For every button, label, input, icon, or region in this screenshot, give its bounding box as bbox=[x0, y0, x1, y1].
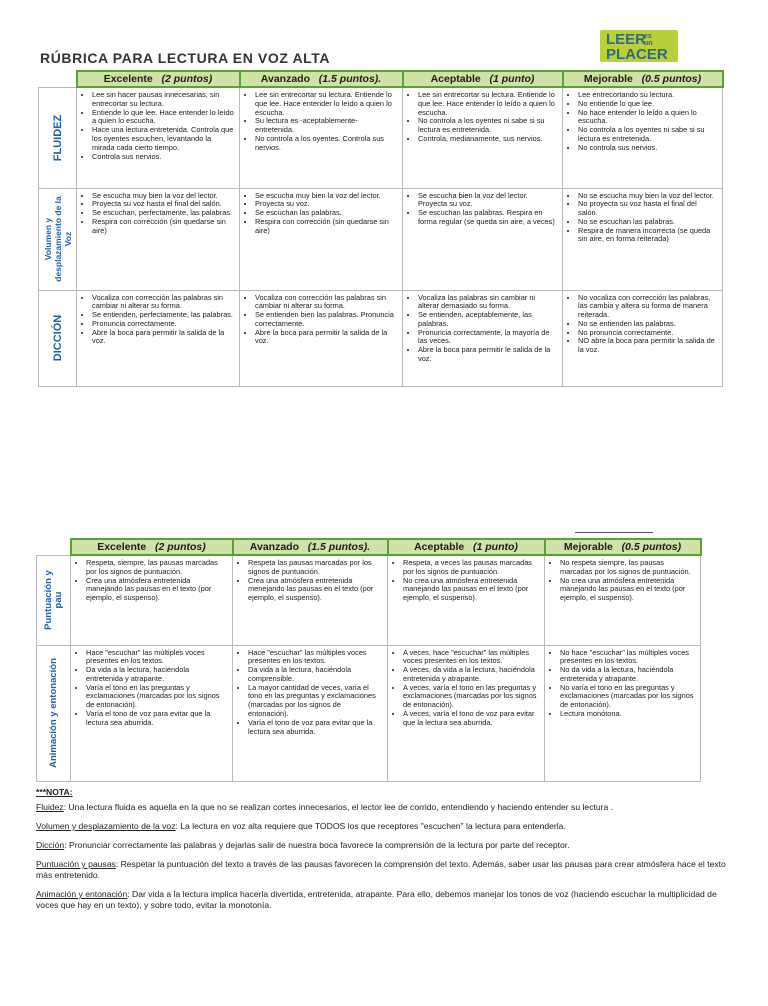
criteria-item: • No pronuncia correctamente. bbox=[578, 329, 718, 338]
criteria-item: • Se escuchan, perfectamente, las palabras. bbox=[92, 209, 235, 218]
signature-line bbox=[575, 532, 653, 533]
criteria-item: • Varía el tono en las preguntas y exclamaciones (marcadas por los signos de entonación). bbox=[86, 684, 228, 710]
table-corner bbox=[39, 71, 77, 87]
row-label-volumen: Volumen y desplazamiento de la Voz bbox=[39, 188, 77, 290]
criteria-item: • Entiende lo que lee. Hace entender lo leído a quien lo escucha. bbox=[92, 109, 235, 127]
criteria-item: • Lee sin hacer pausas innecesarias, sin entrecortar su lectura. bbox=[92, 91, 235, 109]
criteria-item: • Varía el tono de voz para evitar que la lectura sea aburrida. bbox=[86, 710, 228, 728]
note-puntuacion: Puntuación y pausas: Respetar la puntuación del texto a través de las pausas favorecen la comprensión del texto. Además, saber usar las pausas para crear atmósfera hace el texto más entretenido. bbox=[36, 859, 726, 880]
criteria-item: • Abre la boca para permitir la salida de la voz. bbox=[92, 329, 235, 347]
criteria-item: • Respira con corrección (sin quedarse sin aire) bbox=[255, 218, 398, 236]
criteria-item: • No controla a los oyentes. Controla sus nervios. bbox=[255, 135, 398, 153]
rubric-table-1 bbox=[38, 70, 724, 387]
criteria-cell bbox=[563, 188, 723, 290]
table-corner bbox=[37, 539, 71, 555]
note-animacion: Animación y entonación: Dar vida a la lectura implica hacerla divertida, entretenida, atrapante. Para ello, debemos manejar los tonos de voz (haciendo escuchar la multiplicidad de voces que hay en un texto), y sobre todo, evitar la monotonía. bbox=[36, 889, 717, 910]
logo-text-es-un: es un bbox=[644, 33, 653, 47]
criteria-cell bbox=[563, 290, 723, 386]
criteria-cell bbox=[77, 87, 240, 188]
criteria-item: • Da vida a la lectura, haciéndola comprensible. bbox=[248, 666, 383, 684]
level-header-excelente: Excelente (2 puntos) bbox=[77, 71, 240, 87]
criteria-item: • Lee sin entrecortar su lectura. Entiende lo que lee. Hace entender lo leído a quien lo escucha. bbox=[418, 91, 558, 117]
notes-section bbox=[36, 787, 726, 919]
criteria-item: • Crea una atmósfera entretenida manejando las pausas en el texto (por ejemplo, el suspenso). bbox=[86, 577, 228, 603]
level-header-mejorable: Mejorable (0.5 puntos) bbox=[545, 539, 701, 555]
criteria-item: • Respira de manera incorrecta (se queda sin aire, en forma reiterada) bbox=[578, 227, 718, 245]
criteria-item: • Su lectura es -aceptablemente- entretenida. bbox=[255, 117, 398, 135]
criteria-item: • No entiende lo que lee. bbox=[578, 100, 718, 109]
criteria-item: • Se entienden, perfectamente, las palabras. bbox=[92, 311, 235, 320]
logo-text-leer: LEER bbox=[606, 31, 647, 48]
criteria-item: • No se escuchan las palabras. bbox=[578, 218, 718, 227]
criteria-item: • La mayor cantidad de veces, varía el tono en las preguntas y exclamaciones (marcadas por los signos de entonación). bbox=[248, 684, 383, 719]
note-diccion: Dicción: Pronunciar correctamente las palabras y dejarlas salir de nuestra boca favorece la comprensión de la lectura por parte del receptor. bbox=[36, 840, 570, 850]
criteria-cell bbox=[71, 645, 233, 781]
criteria-cell bbox=[77, 290, 240, 386]
level-header-aceptable: Aceptable (1 punto) bbox=[388, 539, 545, 555]
criteria-cell bbox=[545, 645, 701, 781]
criteria-cell bbox=[563, 87, 723, 188]
criteria-item: • Proyecta su voz. bbox=[255, 200, 398, 209]
criteria-cell bbox=[240, 290, 403, 386]
criteria-item: • Lee sin entrecortar su lectura. Entiende lo que lee. Hace entender lo leído a quien lo escucha. bbox=[255, 91, 398, 117]
criteria-item: • A veces, da vida a la lectura, haciéndola entretenida y atrapante. bbox=[403, 666, 540, 684]
logo-text-placer: PLACER bbox=[606, 46, 668, 63]
level-header-mejorable: Mejorable (0.5 puntos) bbox=[563, 71, 723, 87]
criteria-item: • No controla a los oyentes ni sabe si su lectura es entretenida. bbox=[418, 117, 558, 135]
criteria-item: • Lee entrecortando su lectura. bbox=[578, 91, 718, 100]
criteria-cell bbox=[388, 555, 545, 645]
criteria-item: • Crea una atmósfera entretenida menejando las pausas en el texto (por ejemplo, el suspenso). bbox=[248, 577, 383, 603]
criteria-item: • A veces, hace "escuchar" las múltiples voces presentes en los textos. bbox=[403, 649, 540, 667]
note-fluidez: Fluidez: Una lectura fluida es aquella en la que no se realizan cortes innecesarios, el lector lee de corrido, entendiendo y haciendo entender su lectura . bbox=[36, 802, 614, 812]
criteria-item: • Se escucha muy bien la voz del lector. bbox=[255, 192, 398, 201]
criteria-item: • Lectura monótona. bbox=[560, 710, 696, 719]
criteria-cell bbox=[403, 290, 563, 386]
level-header-excelente: Excelente (2 puntos) bbox=[71, 539, 233, 555]
leer-es-un-placer-logo bbox=[600, 30, 678, 62]
criteria-cell bbox=[403, 87, 563, 188]
criteria-cell bbox=[233, 555, 388, 645]
criteria-item: • No controla sus nervios. bbox=[578, 144, 718, 153]
criteria-item: • Proyecta su voz hasta el final del salón. bbox=[92, 200, 235, 209]
criteria-item: • No vocaliza con corrección las palabras, las cambia y altera su forma de manera reiterada. bbox=[578, 294, 718, 320]
rubric-row-diccion bbox=[39, 290, 723, 386]
criteria-item: • No crea una atmósfera entretenida manejando las pausas en el texto (por ejemplo, el suspenso). bbox=[403, 577, 540, 603]
criteria-item: • No da vida a la lectura, haciéndola entretenida y atrapante. bbox=[560, 666, 696, 684]
criteria-item: • Respeta, a veces las pausas marcadas por los signos de puntuación. bbox=[403, 559, 540, 577]
criteria-cell bbox=[388, 645, 545, 781]
row-label-diccion: DICCIÓN bbox=[39, 290, 77, 386]
criteria-item: • Se escucha bien la voz del lector. Proyecta su voz. bbox=[418, 192, 558, 210]
criteria-cell bbox=[233, 645, 388, 781]
criteria-item: • Vocaliza con corrección las palabras sin cambiar ni alterar su forma. bbox=[255, 294, 398, 312]
criteria-item: • No hace entender lo leído a quien lo escucha. bbox=[578, 109, 718, 127]
criteria-item: • No hace "escuchar" las múltiples voces presentes en los textos. bbox=[560, 649, 696, 667]
criteria-item: • A veces, varía el tono de voz para evitar que la lectura sea aburrida. bbox=[403, 710, 540, 728]
criteria-item: • Se escuchan las palabras. bbox=[255, 209, 398, 218]
criteria-item: • Se escucha muy bien la voz del lector. bbox=[92, 192, 235, 201]
criteria-cell bbox=[71, 555, 233, 645]
level-header-avanzado: Avanzado (1.5 puntos). bbox=[240, 71, 403, 87]
row-label-animacion: Animación y entonación bbox=[37, 645, 71, 781]
notes-heading: ***NOTA: bbox=[36, 787, 73, 797]
criteria-item: • Pronuncia correctamente. bbox=[92, 320, 235, 329]
criteria-item: • A veces, varía el tono en las preguntas y exclamaciones (marcadas por los signos de entonación). bbox=[403, 684, 540, 710]
criteria-item: • Vocaliza las palabras sin cambiar ni alterar demasiado su forma. bbox=[418, 294, 558, 312]
criteria-item: • Se entienden bien las palabras. Pronuncia correctamente. bbox=[255, 311, 398, 329]
criteria-item: • Respeta las pausas marcadas por los signos de puntuación. bbox=[248, 559, 383, 577]
criteria-item: • Respeta, siempre, las pausas marcadas por los signos de puntuación. bbox=[86, 559, 228, 577]
criteria-item: • Abre la boca para permitir le salida de la voz. bbox=[418, 346, 558, 364]
criteria-cell bbox=[77, 188, 240, 290]
page-title: RÚBRICA PARA LECTURA EN VOZ ALTA bbox=[40, 50, 331, 66]
criteria-item: • No respeta siempre, las pausas marcadas por los signos de puntuación. bbox=[560, 559, 696, 577]
criteria-item: • Se entienden, aceptablemente, las palabras. bbox=[418, 311, 558, 329]
criteria-item: • Hace "escuchar" las múltiples voces presentes en los textos. bbox=[248, 649, 383, 667]
level-header-aceptable: Aceptable (1 punto) bbox=[403, 71, 563, 87]
criteria-cell bbox=[240, 87, 403, 188]
criteria-cell bbox=[403, 188, 563, 290]
criteria-item: • No se escucha muy bien la voz del lector. bbox=[578, 192, 718, 201]
rubric-row-fluidez bbox=[39, 87, 723, 188]
rubric-row-volumen bbox=[39, 188, 723, 290]
rubric-table-2 bbox=[36, 538, 702, 782]
criteria-item: • No se entienden las palabras. bbox=[578, 320, 718, 329]
criteria-item: • Se escuchan las palabras. Respira en forma regular (se queda sin aire, a veces) bbox=[418, 209, 558, 227]
note-volumen: Volumen y desplazamiento de la voz: La lectura en voz alta requiere que TODOS los que receptores "escuchen" la lectura para entenderla. bbox=[36, 821, 566, 831]
criteria-cell bbox=[240, 188, 403, 290]
criteria-item: • Controla sus nervios. bbox=[92, 153, 235, 162]
criteria-item: • NO abre la boca para permitir la salida de la voz. bbox=[578, 337, 718, 355]
level-header-avanzado: Avanzado (1.5 puntos). bbox=[233, 539, 388, 555]
rubric-row-puntuacion bbox=[37, 555, 701, 645]
criteria-item: • Hace "escuchar" las múltiples voces presentes en los textos. bbox=[86, 649, 228, 667]
criteria-item: • Varía el tono de voz para evitar que la lectura sea aburrida. bbox=[248, 719, 383, 737]
criteria-item: • Pronuncia correctamente, la mayoría de las veces. bbox=[418, 329, 558, 347]
criteria-item: • No proyecta su voz hasta el final del salón. bbox=[578, 200, 718, 218]
criteria-cell bbox=[545, 555, 701, 645]
criteria-item: • Abre la boca para permitir la salida de la voz. bbox=[255, 329, 398, 347]
row-label-fluidez: FLUIDEZ bbox=[39, 87, 77, 188]
criteria-item: • Hace una lectura entretenida. Controla que los oyentes escuchen, levantando la mirada cada cierto tiempo. bbox=[92, 126, 235, 152]
criteria-item: • Controla, medianamente, sus nervios. bbox=[418, 135, 558, 144]
row-label-puntuacion: Puntuación y pau bbox=[37, 555, 71, 645]
criteria-item: • Respira con corrección (sin quedarse sin aire) bbox=[92, 218, 235, 236]
criteria-item: • No crea una atmósfera entretenida manejando las pausas en el texto (por ejemplo, el suspenso). bbox=[560, 577, 696, 603]
criteria-item: • No varía el tono en las preguntas y exclamaciones (marcadas por los signos de entonación). bbox=[560, 684, 696, 710]
criteria-item: • No controla a los oyentes ni sabe si su lectura es entretenida. bbox=[578, 126, 718, 144]
criteria-item: • Da vida a la lectura, haciéndola entretenida y atrapante. bbox=[86, 666, 228, 684]
criteria-item: • Vocaliza con corrección las palabras sin cambiar ni alterar su forma. bbox=[92, 294, 235, 312]
rubric-row-animacion bbox=[37, 645, 701, 781]
